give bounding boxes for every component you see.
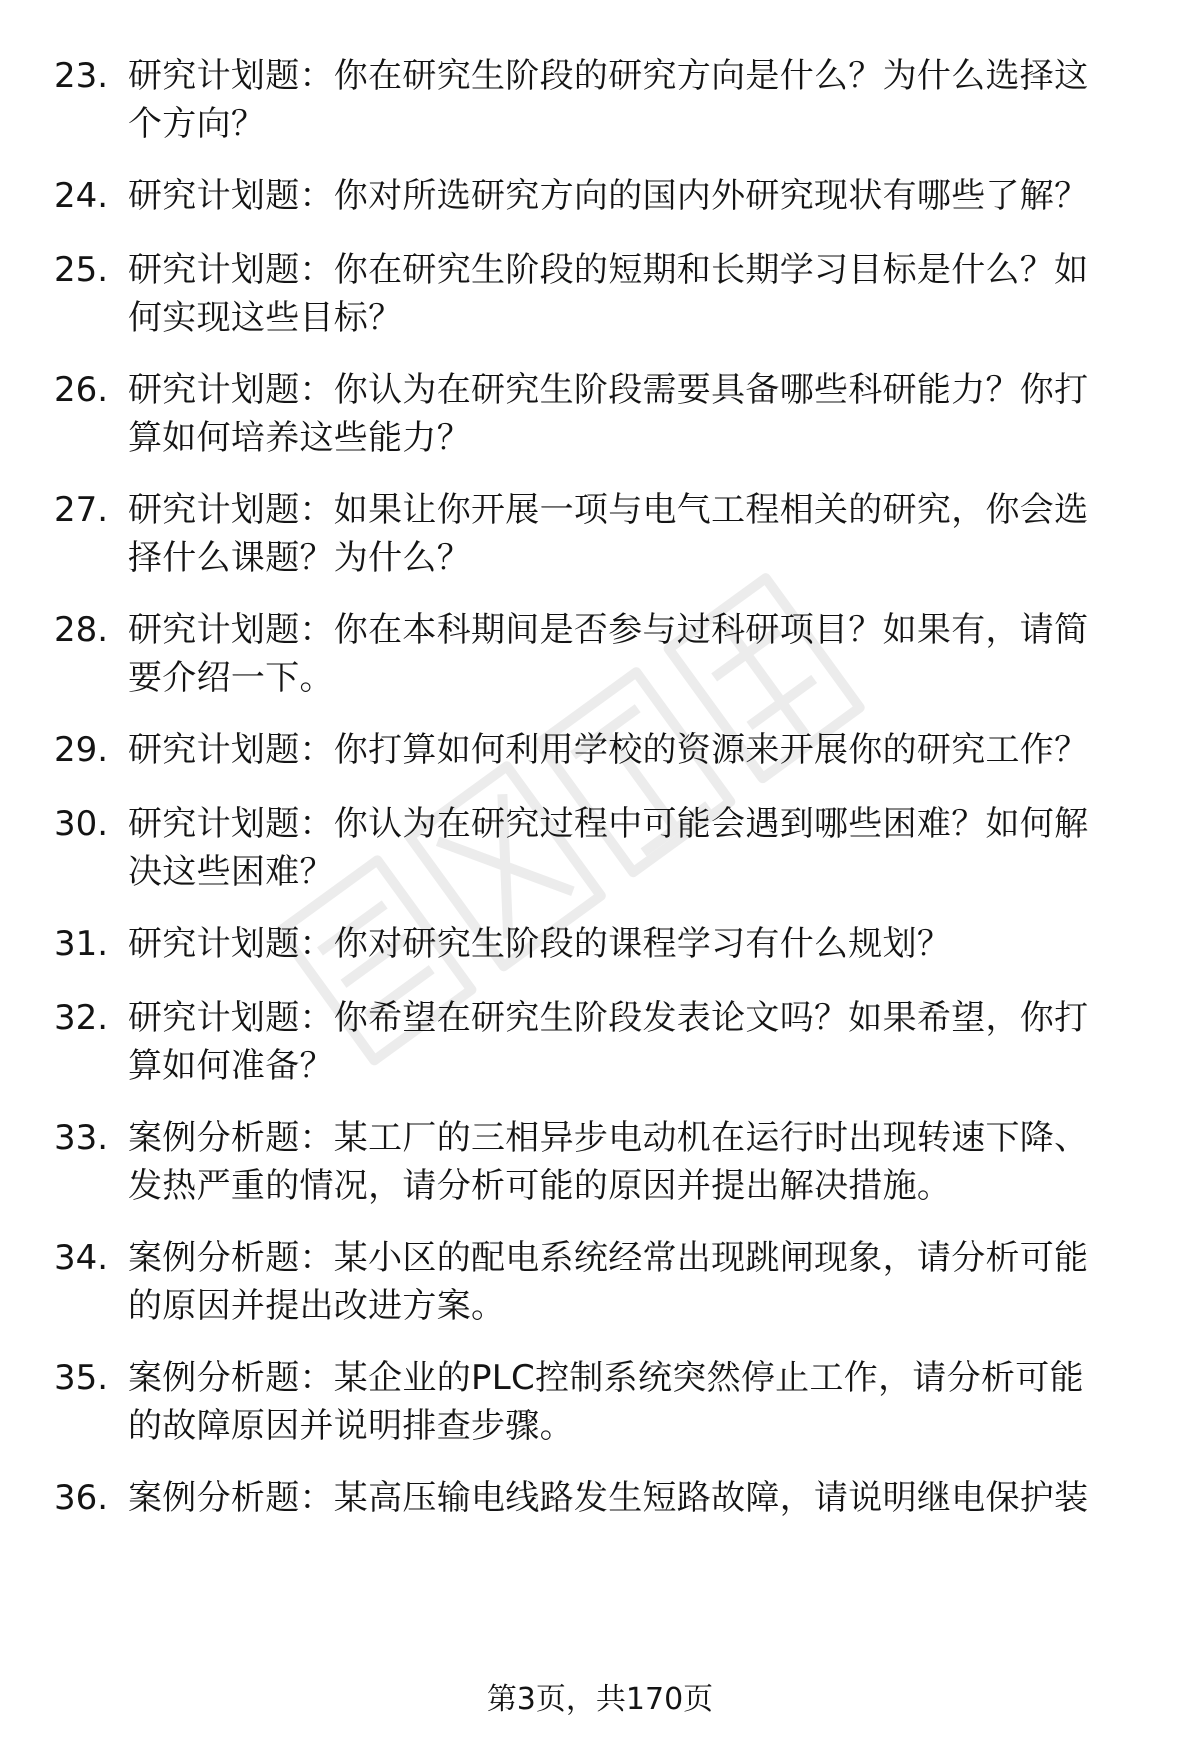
question-text-line: 案例分析题：某高压输电线路发生短路故障，请说明继电保护装 [128, 1478, 1089, 1518]
question-text-line: 个方向？ [128, 104, 266, 144]
question-text-line: 的故障原因并说明排查步骤。 [128, 1406, 574, 1446]
question-text-line: 案例分析题：某小区的配电系统经常出现跳闸现象，请分析可能 [128, 1238, 1089, 1278]
question-number: 26. [54, 370, 109, 410]
question-number: 28. [54, 610, 109, 650]
question-text-line: 研究计划题：你打算如何利用学校的资源来开展你的研究工作？ [128, 730, 1089, 770]
question-number: 35. [54, 1358, 109, 1398]
question-number: 32. [54, 998, 109, 1038]
question-text-line: 何实现这些目标？ [128, 298, 403, 338]
question-text-line: 研究计划题：你对所选研究方向的国内外研究现状有哪些了解？ [128, 176, 1089, 216]
question-text-line: 案例分析题：某企业的PLC控制系统突然停止工作，请分析可能 [128, 1358, 1084, 1398]
question-text-line: 择什么课题？为什么？ [128, 538, 471, 578]
question-number: 27. [54, 490, 109, 530]
question-text-line: 研究计划题：你在本科期间是否参与过科研项目？如果有，请简 [128, 610, 1089, 650]
question-number: 23. [54, 56, 109, 96]
page-footer: 第3页，共170页 [486, 1682, 714, 1717]
question-number: 29. [54, 730, 109, 770]
question-text-line: 研究计划题：你希望在研究生阶段发表论文吗？如果希望，你打 [128, 998, 1089, 1038]
question-number: 33. [54, 1118, 109, 1158]
question-text-line: 发热严重的情况，请分析可能的原因并提出解决措施。 [128, 1166, 952, 1206]
question-text-line: 算如何准备？ [128, 1046, 334, 1086]
question-number: 30. [54, 804, 109, 844]
question-text-line: 案例分析题：某工厂的三相异步电动机在运行时出现转速下降、 [128, 1118, 1089, 1158]
question-text-line: 的原因并提出改进方案。 [128, 1286, 506, 1326]
question-text-line: 算如何培养这些能力？ [128, 418, 471, 458]
question-number: 25. [54, 250, 109, 290]
question-text-line: 研究计划题：你在研究生阶段的短期和长期学习目标是什么？如 [128, 250, 1089, 290]
question-text-line: 研究计划题：你在研究生阶段的研究方向是什么？为什么选择这 [128, 56, 1089, 96]
question-text-line: 研究计划题：你认为在研究生阶段需要具备哪些科研能力？你打 [128, 370, 1089, 410]
question-text-line: 决这些困难？ [128, 852, 334, 892]
question-text-line: 研究计划题：你认为在研究过程中可能会遇到哪些困难？如何解 [128, 804, 1089, 844]
question-text-line: 研究计划题：你对研究生阶段的课程学习有什么规划？ [128, 924, 952, 964]
question-text-line: 研究计划题：如果让你开展一项与电气工程相关的研究，你会选 [128, 490, 1089, 530]
question-number: 34. [54, 1238, 109, 1278]
question-number: 31. [54, 924, 109, 964]
question-number: 24. [54, 176, 109, 216]
question-number: 36. [54, 1478, 109, 1518]
question-text-line: 要介绍一下。 [128, 658, 334, 698]
